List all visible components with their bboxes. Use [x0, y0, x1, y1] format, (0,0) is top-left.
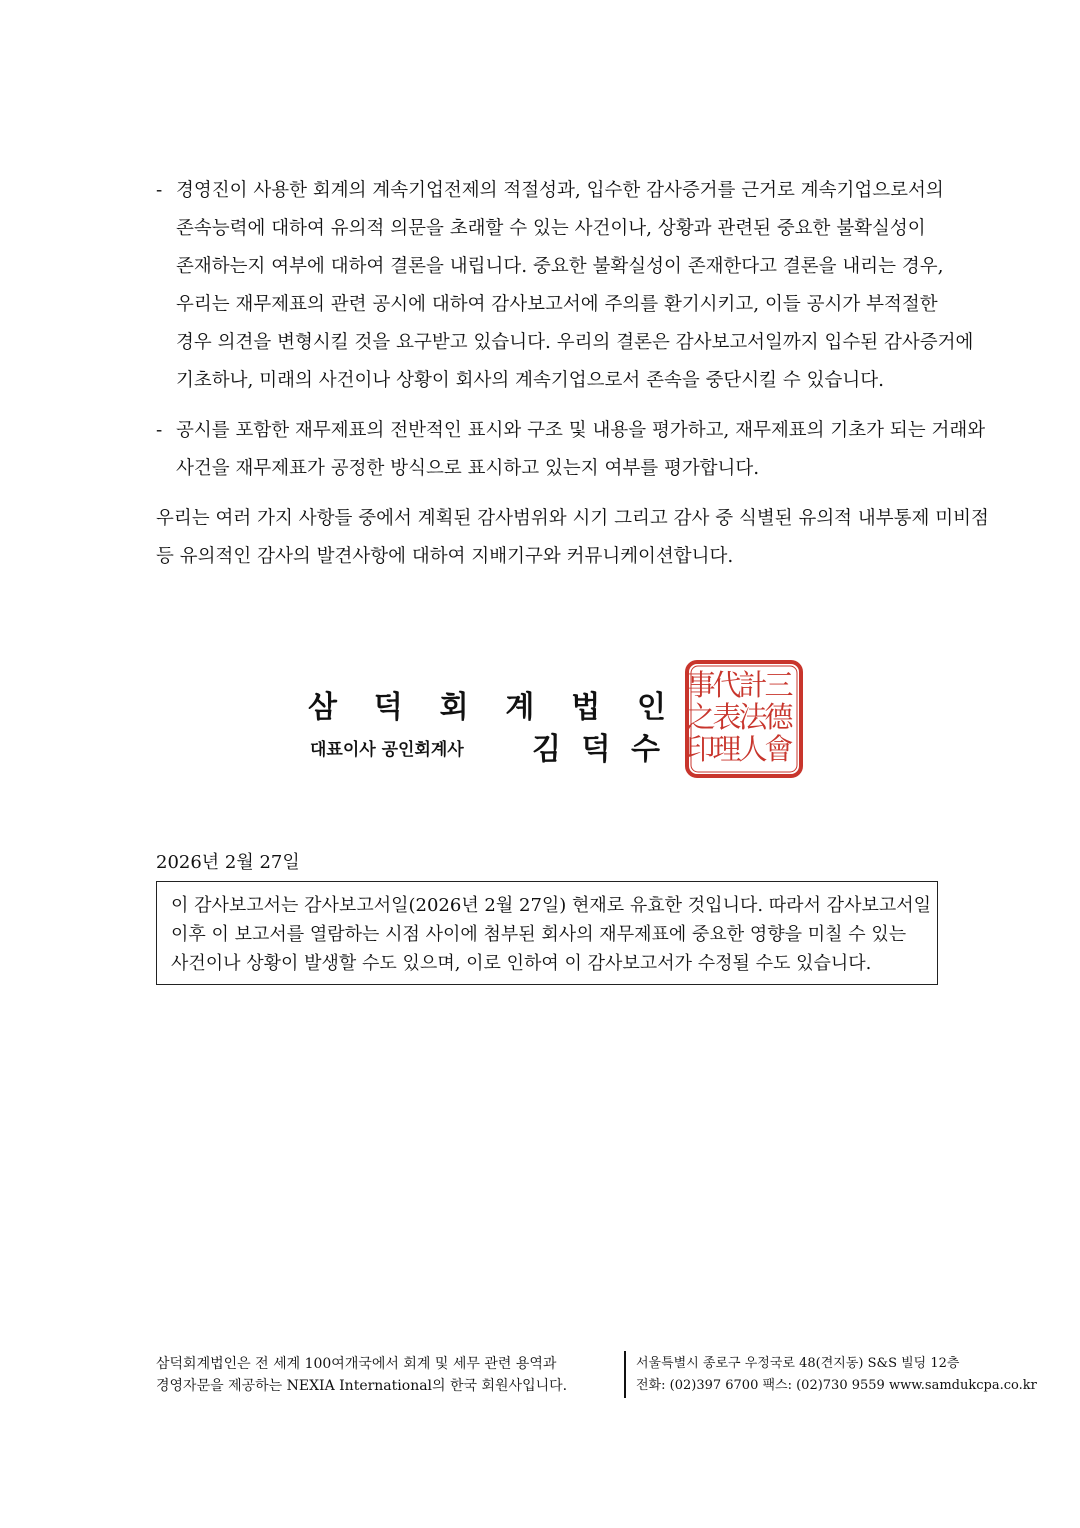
text-line: 경우 의견을 변형시킬 것을 요구받고 있습니다. 우리의 결론은 감사보고서일까지 입수된 감사증거에: [176, 332, 974, 353]
firm-char: 삼: [308, 690, 339, 725]
firm-char: 인: [636, 690, 668, 725]
text-line: 존재하는지 여부에 대하여 결론을 내립니다. 중요한 불확실성이 존재한다고 결론을 내리는 경우,: [176, 256, 944, 277]
seal-glyph: 法: [738, 700, 768, 734]
notice-line: 이후 이 보고서를 열람하는 시점 사이에 첨부된 회사의 재무제표에 중요한 영향을 미칠 수 있는: [171, 924, 907, 945]
seal-glyph: 表: [712, 700, 742, 734]
seal-glyph: 人: [738, 732, 768, 766]
bullet-going-concern: [156, 172, 974, 400]
text-line: 우리는 여러 가지 사항들 중에서 계획된 감사범위와 시기 그리고 감사 중 식별된 유의적 내부통제 미비점: [156, 508, 989, 529]
footer-firm-info: [156, 1353, 567, 1397]
name-char: 덕: [581, 732, 611, 767]
footer-divider: [624, 1351, 626, 1398]
text-line: 공시를 포함한 재무제표의 전반적인 표시와 구조 및 내용을 평가하고, 재무제표의 기초가 되는 거래와: [176, 420, 986, 441]
text-line: 우리는 재무제표의 관련 공시에 대하여 감사보고서에 주의를 환기시키고, 이들 공시가 부적절한: [176, 294, 938, 315]
footer-line: 삼덕회계법인은 전 세계 100여개국에서 회계 및 세무 관련 용역과: [156, 1356, 557, 1372]
firm-char: 회: [439, 690, 471, 725]
text-line: 존속능력에 대하여 유의적 의문을 초래할 수 있는 사건이나, 상황과 관련된 중요한 불확실성이: [176, 218, 926, 239]
bullet-list: [156, 172, 989, 576]
validity-notice-box: [156, 881, 938, 985]
seal-glyph: 印: [686, 732, 716, 766]
bullet-dash: -: [156, 180, 163, 201]
communication-paragraph: [156, 500, 989, 576]
notice-line: 사건이나 상황이 발생할 수도 있으며, 이로 인하여 이 감사보고서가 수정될 수도 있습니다.: [171, 953, 872, 974]
name-char: 수: [631, 732, 660, 767]
firm-name: [308, 682, 668, 726]
seal-glyph: 三: [764, 668, 794, 702]
seal-glyph: 會: [764, 732, 794, 766]
text-line: 경영진이 사용한 회계의 계속기업전제의 적절성과, 입수한 감사증거를 근거로 계속기업으로서의: [176, 180, 944, 201]
firm-char: 덕: [373, 690, 405, 725]
signer-name: [532, 724, 660, 768]
seal-glyph: 事: [686, 668, 716, 702]
seal-glyph: 代: [712, 668, 742, 702]
seal-glyph: 計: [738, 668, 768, 702]
text-line: 기초하나, 미래의 사건이나 상황이 회사의 계속기업으로서 존속을 중단시킬 수 있습니다.: [176, 370, 885, 391]
company-seal-icon: [684, 659, 804, 779]
firm-char: 계: [505, 690, 537, 725]
notice-line: 이 감사보고서는 감사보고서일(2026년 2월 27일) 현재로 유효한 것입니다. 따라서 감사보고서일: [171, 895, 932, 916]
seal-glyph: 理: [712, 732, 742, 766]
text-line: 사건을 재무제표가 공정한 방식으로 표시하고 있는지 여부를 평가합니다.: [176, 458, 760, 479]
text-line: 등 유의적인 감사의 발견사항에 대하여 지배기구와 커뮤니케이션합니다.: [156, 546, 734, 567]
name-char: 김: [532, 732, 561, 767]
report-date: 2026년 2월 27일: [156, 852, 300, 873]
bullet-dash: -: [156, 420, 163, 441]
footer-address: 서울특별시 종로구 우정국로 48(견지동) S&S 빌딩 12층: [636, 1356, 960, 1371]
signer-title: 대표이사 공인회계사: [310, 740, 464, 760]
seal-glyph: 德: [764, 700, 794, 734]
seal-glyph: 之: [686, 700, 716, 734]
footer-contact: [636, 1353, 1037, 1397]
footer-line: 경영자문을 제공하는 NEXIA International의 한국 회원사입니다.: [156, 1378, 568, 1394]
bullet-presentation: [156, 412, 986, 488]
firm-char: 법: [571, 690, 603, 725]
footer-phone-fax-web: 전화: (02)397 6700 팩스: (02)730 9559 www.samdukcpa.co.kr: [636, 1378, 1037, 1393]
